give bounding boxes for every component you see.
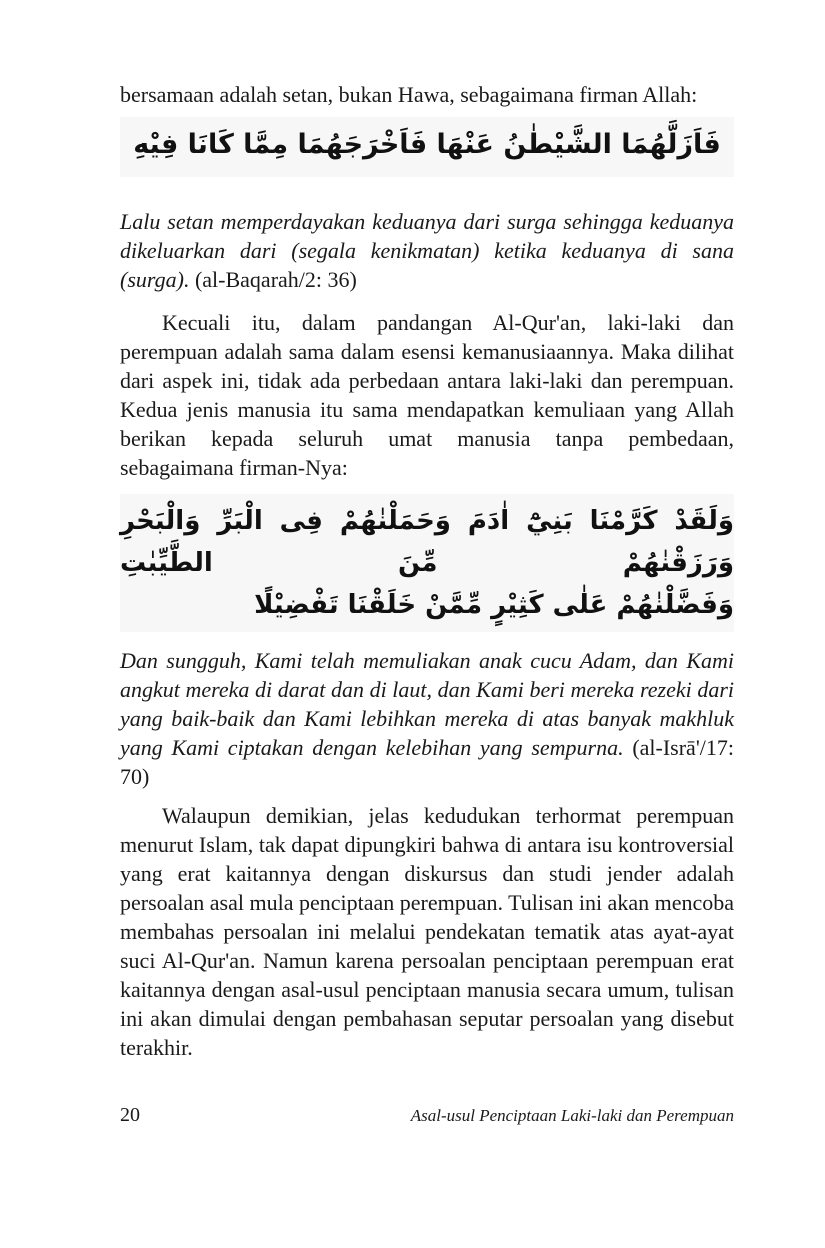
verse-1-reference: (al-Baqarah/2: 36) bbox=[194, 267, 357, 292]
verse-1-translation: Lalu setan memperdayakan keduanya dari surga sehingga keduanya dikeluarkan dari (segala kenikmatan) ketika keduanya di sana (surga). bbox=[120, 209, 734, 292]
running-title: Asal-usul Penciptaan Laki-laki dan Perempuan bbox=[410, 1106, 734, 1125]
verse-2-reference: (al-Isrā'/17: 70) bbox=[120, 735, 735, 789]
arabic-verse-line-2: وَفَضَّلْنٰهُمْ عَلٰى كَثِيْرٍ مِّمَّنْ خَلَقْنَا تَفْضِيْلًا bbox=[254, 590, 734, 620]
page-number: 20 bbox=[120, 1104, 140, 1126]
verse-1-translation-block bbox=[120, 207, 734, 294]
opening-paragraph: bersamaan adalah setan, bukan Hawa, sebagaimana firman Allah: bbox=[120, 82, 698, 107]
verse-2-translation: Dan sungguh, Kami telah memuliakan anak cucu Adam, dan Kami angkut mereka di darat dan di laut, dan Kami beri mereka rezeki dari yang baik-baik dan Kami lebihkan mereka di atas banyak makhluk yang Kami ciptakan dengan kelebihan yang sempurna. bbox=[120, 648, 734, 760]
arabic-verse-line-1: وَلَقَدْ كَرَّمْنَا بَنِيْٓ اٰدَمَ وَحَمَلْنٰهُمْ فِى الْبَرِّ وَالْبَحْرِ وَرَزَقْنٰهُمْ مِّنَ الطَّيِّبٰتِ bbox=[120, 506, 734, 578]
page-body bbox=[120, 80, 734, 1062]
page-footer bbox=[120, 1104, 734, 1130]
verse-2-translation-block bbox=[120, 646, 734, 791]
paragraph-3: Walaupun demikian, jelas kedudukan terhormat perempuan menurut Islam, tak dapat dipungkiri bahwa di antara isu kontroversial yang erat kaitannya dengan diskursus dan studi jender adalah persoalan asal mula penciptaan perempuan. Tulisan ini akan mencoba membahas persoalan ini melalui pendekatan tematik atas ayat-ayat suci Al-Qur'an. Namun karena persoalan penciptaan perempuan erat kaitannya dengan asal-usul penciptaan manusia secara umum, tulisan ini akan dimulai dengan pembahasan seputar persoalan yang disebut terakhir. bbox=[120, 803, 734, 1060]
arabic-verse-isra-70 bbox=[120, 494, 734, 632]
paragraph-2: Kecuali itu, dalam pandangan Al-Qur'an, laki-laki dan perempuan adalah sama dalam esensi kemanusiaannya. Maka dilihat dari aspek ini, tidak ada perbedaan antara laki-laki dan perempuan. Kedua jenis manusia itu sama mendapatkan kemuliaan yang Allah berikan kepada seluruh umat manusia tanpa pembedaan, sebagaimana firman-Nya: bbox=[120, 310, 734, 480]
arabic-verse-baqarah-36: فَاَزَلَّهُمَا الشَّيْطٰنُ عَنْهَا فَاَخْرَجَهُمَا مِمَّا كَانَا فِيْهِ bbox=[120, 117, 734, 177]
